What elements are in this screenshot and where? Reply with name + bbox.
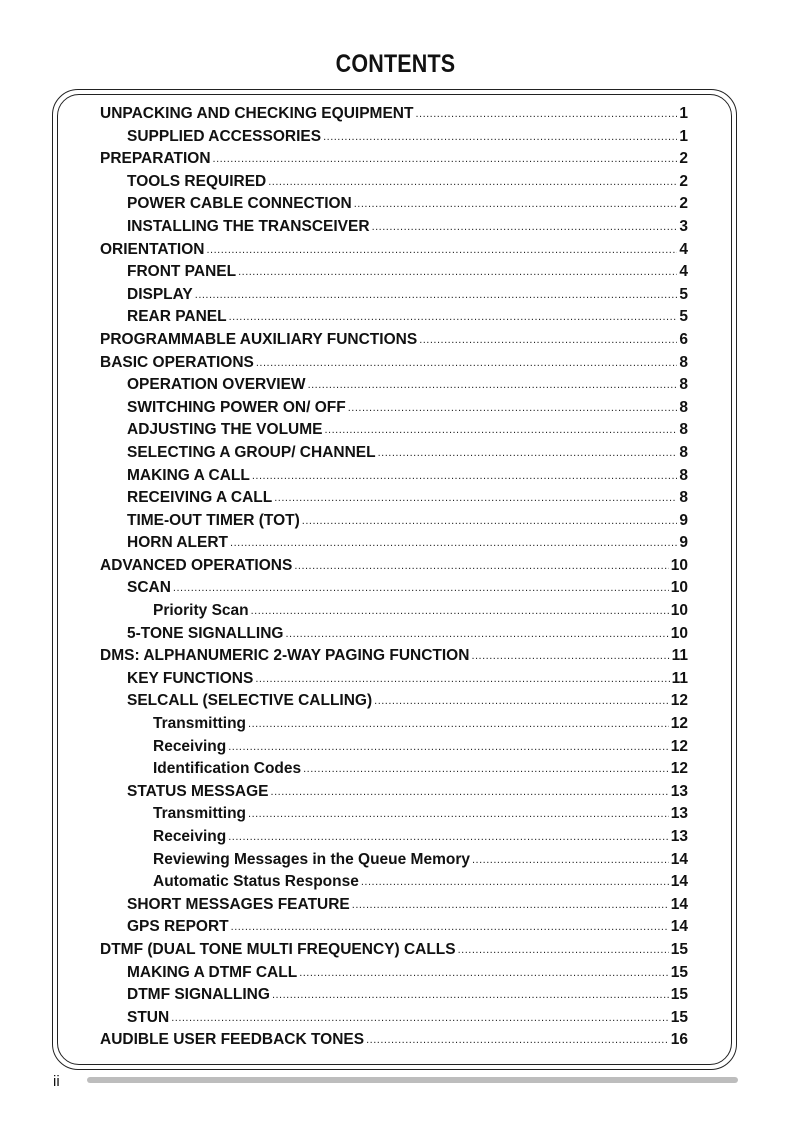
- toc-entry[interactable]: [100, 849, 688, 872]
- toc-entry[interactable]: [100, 239, 688, 262]
- toc-dot-leader: [228, 736, 669, 759]
- toc-entry[interactable]: [100, 510, 688, 533]
- toc-entry[interactable]: [100, 555, 688, 578]
- toc-entry-page: 12: [670, 737, 688, 755]
- toc-entry-title: Priority Scan: [153, 602, 249, 620]
- toc-entry-page: 1: [679, 105, 688, 122]
- toc-dot-leader: [354, 193, 678, 216]
- toc-entry[interactable]: [100, 1029, 688, 1052]
- toc-entry-title: Reviewing Messages in the Queue Memory: [153, 850, 470, 868]
- table-of-contents: [100, 103, 688, 1052]
- toc-entry-title: SELCALL (SELECTIVE CALLING): [127, 692, 373, 710]
- toc-entry-page: 9: [679, 511, 688, 529]
- toc-entry-page: 5: [679, 285, 688, 303]
- toc-dot-leader: [378, 442, 678, 465]
- toc-entry[interactable]: [100, 939, 688, 962]
- toc-entry-title: STATUS MESSAGE: [127, 782, 269, 800]
- toc-entry-page: 15: [670, 986, 688, 1004]
- toc-entry-title: MAKING A CALL: [127, 466, 250, 484]
- toc-entry-title: Receiving: [153, 737, 227, 755]
- toc-entry[interactable]: [100, 193, 688, 216]
- toc-entry[interactable]: [100, 442, 688, 465]
- toc-entry-title: ADVANCED OPERATIONS: [100, 556, 293, 574]
- toc-entry-page: 14: [670, 873, 688, 891]
- toc-entry[interactable]: [100, 126, 688, 149]
- toc-entry-title: DMS: ALPHANUMERIC 2-WAY PAGING FUNCTION: [100, 647, 470, 665]
- toc-dot-leader: [361, 871, 669, 894]
- toc-dot-leader: [231, 916, 669, 939]
- toc-entry-page: 6: [679, 330, 688, 348]
- toc-dot-leader: [472, 849, 669, 872]
- toc-entry-title: Identification Codes: [153, 760, 302, 778]
- toc-entry-page: 15: [670, 940, 688, 958]
- toc-entry-title: BASIC OPERATIONS: [100, 353, 254, 371]
- toc-dot-leader: [248, 713, 669, 736]
- toc-dot-leader: [271, 781, 669, 804]
- toc-dot-leader: [229, 306, 678, 329]
- toc-dot-leader: [248, 803, 669, 826]
- toc-dot-leader: [352, 894, 669, 917]
- toc-entry-title: SUPPLIED ACCESSORIES: [127, 127, 322, 145]
- toc-entry-page: 11: [671, 647, 688, 665]
- toc-entry[interactable]: [100, 171, 688, 194]
- toc-entry[interactable]: [100, 894, 688, 917]
- toc-entry-title: GPS REPORT: [127, 918, 229, 936]
- toc-entry-title: UNPACKING AND CHECKING EQUIPMENT: [100, 105, 414, 122]
- toc-entry-page: 2: [679, 150, 688, 168]
- toc-entry-page: 12: [670, 760, 688, 778]
- toc-dot-leader: [195, 284, 678, 307]
- toc-entry[interactable]: [100, 306, 688, 329]
- toc-dot-leader: [419, 329, 677, 352]
- toc-entry-title: DTMF SIGNALLING: [127, 986, 270, 1004]
- toc-dot-leader: [206, 239, 677, 262]
- toc-entry[interactable]: [100, 352, 688, 375]
- toc-entry-page: 9: [679, 534, 688, 552]
- toc-entry-title: Transmitting: [153, 715, 247, 733]
- toc-entry[interactable]: [100, 487, 688, 510]
- toc-entry-page: 8: [679, 421, 688, 439]
- toc-entry[interactable]: [100, 148, 688, 171]
- toc-dot-leader: [294, 555, 668, 578]
- toc-entry[interactable]: [100, 329, 688, 352]
- toc-dot-leader: [238, 261, 677, 284]
- toc-entry-page: 13: [670, 805, 688, 823]
- toc-dot-leader: [230, 532, 677, 555]
- toc-entry-title: INSTALLING THE TRANSCEIVER: [127, 217, 370, 235]
- toc-dot-leader: [252, 465, 678, 488]
- toc-dot-leader: [299, 962, 669, 985]
- toc-entry-page: 13: [670, 828, 688, 845]
- toc-entry-page: 8: [679, 398, 688, 416]
- toc-entry-title: ORIENTATION: [100, 240, 205, 258]
- toc-entry-page: 10: [670, 602, 688, 620]
- toc-entry-page: 10: [670, 556, 688, 574]
- toc-dot-leader: [471, 645, 669, 668]
- toc-entry-page: 2: [679, 172, 688, 190]
- toc-dot-leader: [268, 171, 677, 194]
- toc-entry[interactable]: [100, 984, 688, 1007]
- toc-entry-page: 8: [679, 443, 688, 461]
- toc-entry-page: 1: [679, 127, 688, 145]
- toc-entry-title: DISPLAY: [127, 285, 193, 303]
- toc-entry-title: KEY FUNCTIONS: [127, 669, 254, 687]
- toc-entry-page: 10: [670, 624, 688, 642]
- toc-dot-leader: [255, 668, 669, 691]
- toc-entry[interactable]: [100, 577, 688, 600]
- toc-entry-page: 11: [671, 669, 688, 687]
- toc-entry[interactable]: [100, 962, 688, 985]
- toc-dot-leader: [323, 126, 677, 149]
- toc-entry-title: RECEIVING A CALL: [127, 489, 273, 507]
- toc-entry-page: 3: [679, 217, 688, 235]
- toc-entry[interactable]: [100, 645, 688, 668]
- toc-dot-leader: [228, 826, 669, 849]
- toc-dot-leader: [272, 984, 669, 1007]
- toc-entry[interactable]: [100, 623, 688, 646]
- footer-rule: [87, 1077, 738, 1083]
- toc-entry-title: SELECTING A GROUP/ CHANNEL: [127, 443, 376, 461]
- toc-entry[interactable]: [100, 736, 688, 759]
- toc-entry-page: 14: [670, 918, 688, 936]
- toc-dot-leader: [324, 419, 677, 442]
- toc-entry[interactable]: [100, 465, 688, 488]
- toc-entry[interactable]: [100, 532, 688, 555]
- toc-dot-leader: [173, 577, 669, 600]
- toc-entry-page: 2: [679, 195, 688, 213]
- toc-entry-title: SHORT MESSAGES FEATURE: [127, 895, 350, 913]
- toc-dot-leader: [251, 600, 669, 623]
- toc-entry-title: PROGRAMMABLE AUXILIARY FUNCTIONS: [100, 330, 418, 348]
- toc-dot-leader: [213, 148, 678, 171]
- toc-entry-title: SCAN: [127, 579, 171, 597]
- toc-entry-title: AUDIBLE USER FEEDBACK TONES: [100, 1031, 365, 1049]
- toc-dot-leader: [303, 758, 669, 781]
- toc-entry-page: 14: [670, 850, 688, 868]
- toc-dot-leader: [348, 397, 678, 420]
- toc-dot-leader: [374, 690, 669, 713]
- toc-entry-title: SWITCHING POWER ON/ OFF: [127, 398, 346, 416]
- toc-dot-leader: [274, 487, 677, 510]
- toc-entry[interactable]: [100, 374, 688, 397]
- toc-entry-page: 13: [670, 782, 688, 800]
- toc-entry[interactable]: [100, 758, 688, 781]
- page-title: CONTENTS: [335, 50, 456, 78]
- toc-entry-title: POWER CABLE CONNECTION: [127, 195, 352, 213]
- toc-entry[interactable]: [100, 600, 688, 623]
- toc-dot-leader: [285, 623, 668, 646]
- toc-entry-page: 14: [670, 895, 688, 913]
- toc-entry-title: TOOLS REQUIRED: [127, 172, 267, 190]
- toc-entry[interactable]: [100, 216, 688, 239]
- toc-dot-leader: [171, 1007, 669, 1030]
- toc-dot-leader: [372, 216, 678, 239]
- toc-entry-title: ADJUSTING THE VOLUME: [127, 421, 323, 439]
- toc-entry-page: 8: [679, 489, 688, 507]
- toc-entry-page: 5: [679, 308, 688, 326]
- toc-entry-title: Receiving: [153, 828, 227, 845]
- toc-entry-page: 4: [679, 263, 688, 281]
- toc-entry[interactable]: [100, 1007, 688, 1030]
- toc-entry[interactable]: [100, 871, 688, 894]
- toc-entry-page: 10: [670, 579, 688, 597]
- toc-entry-title: MAKING A DTMF CALL: [127, 963, 298, 981]
- toc-entry-title: TIME-OUT TIMER (TOT): [127, 511, 300, 529]
- toc-entry-page: 8: [679, 466, 688, 484]
- toc-entry[interactable]: [100, 916, 688, 939]
- toc-entry[interactable]: [100, 668, 688, 691]
- toc-entry[interactable]: [100, 419, 688, 442]
- toc-entry-title: STUN: [127, 1008, 170, 1026]
- toc-dot-leader: [302, 510, 678, 533]
- toc-entry-page: 15: [670, 963, 688, 981]
- toc-entry[interactable]: [100, 103, 688, 126]
- toc-entry-title: DTMF (DUAL TONE MULTI FREQUENCY) CALLS: [100, 940, 456, 958]
- toc-entry[interactable]: [100, 397, 688, 420]
- toc-entry-page: 4: [679, 240, 688, 258]
- toc-dot-leader: [366, 1029, 669, 1052]
- toc-entry-title: HORN ALERT: [127, 534, 229, 552]
- toc-entry[interactable]: [100, 261, 688, 284]
- toc-dot-leader: [308, 374, 678, 397]
- toc-entry-page: 12: [670, 692, 688, 710]
- toc-entry-title: Transmitting: [153, 805, 247, 823]
- toc-entry-page: 16: [670, 1031, 688, 1049]
- toc-dot-leader: [458, 939, 669, 962]
- toc-entry-title: OPERATION OVERVIEW: [127, 376, 306, 394]
- toc-entry-page: 15: [670, 1008, 688, 1026]
- toc-entry[interactable]: [100, 781, 688, 804]
- toc-entry-page: 12: [670, 715, 688, 733]
- toc-dot-leader: [256, 352, 678, 375]
- toc-entry[interactable]: [100, 284, 688, 307]
- toc-entry-page: 8: [679, 353, 688, 371]
- toc-entry[interactable]: [100, 713, 688, 736]
- toc-entry-title: PREPARATION: [100, 150, 211, 168]
- toc-entry[interactable]: [100, 803, 688, 826]
- toc-entry-title: 5-TONE SIGNALLING: [127, 624, 284, 642]
- toc-entry-title: FRONT PANEL: [127, 263, 237, 281]
- toc-entry-title: Automatic Status Response: [153, 873, 359, 891]
- toc-entry-title: REAR PANEL: [127, 308, 227, 326]
- toc-dot-leader: [415, 103, 677, 126]
- toc-entry-page: 8: [679, 376, 688, 394]
- toc-entry[interactable]: [100, 690, 688, 713]
- toc-entry[interactable]: [100, 826, 688, 849]
- page-number: ii: [53, 1073, 60, 1090]
